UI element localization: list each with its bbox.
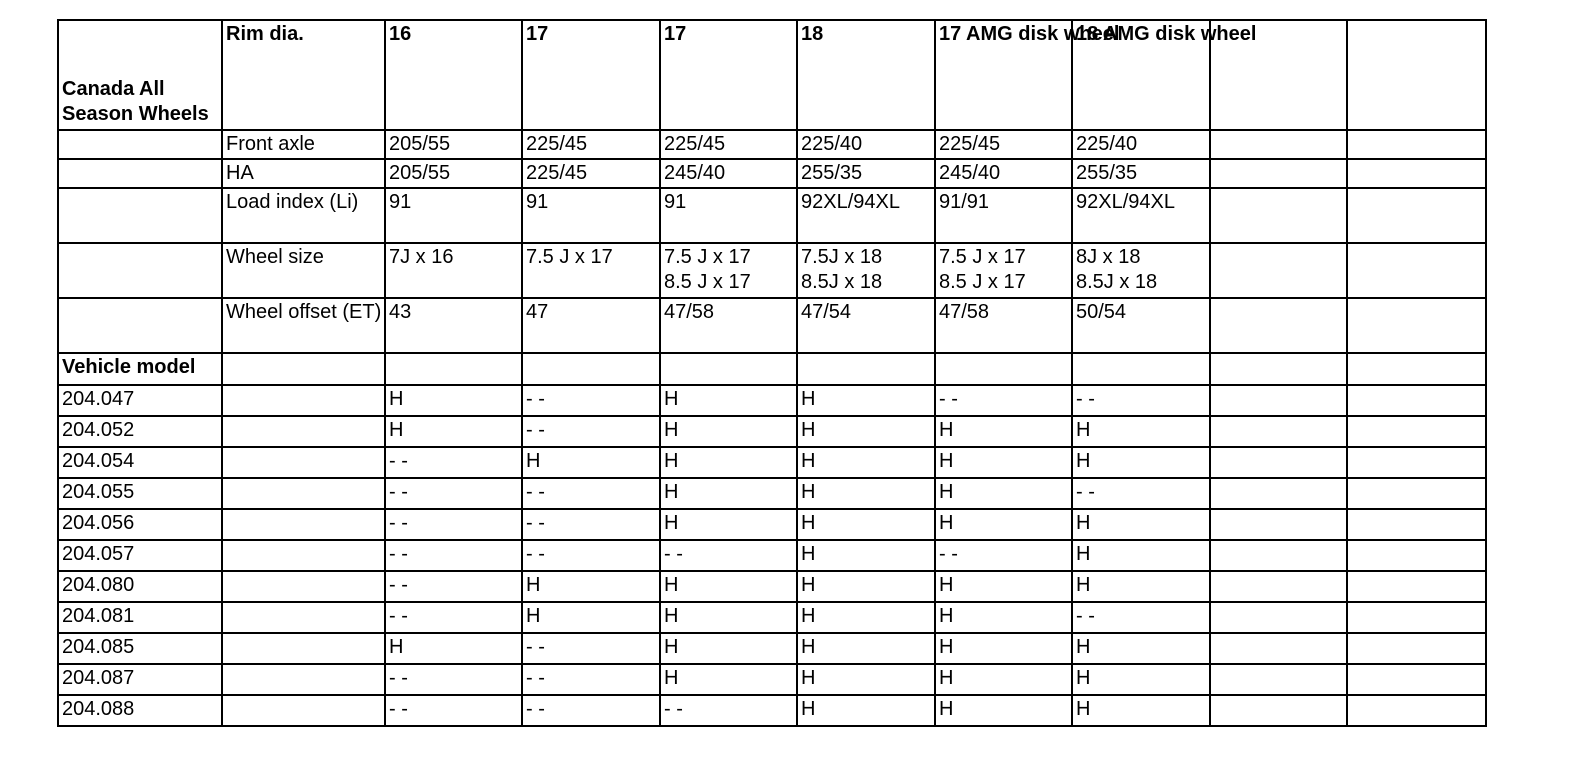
fitment-value: H: [935, 664, 1072, 695]
empty-cell: [58, 159, 222, 188]
fitment-value: H: [660, 602, 797, 633]
header-row: [58, 20, 1486, 130]
spec-value: [522, 243, 660, 298]
empty-cell: [222, 447, 385, 478]
fitment-value: H: [797, 540, 935, 571]
fitment-value: H: [385, 633, 522, 664]
fitment-value: H: [660, 385, 797, 416]
empty-cell: [58, 243, 222, 298]
spec-value-line: 91: [389, 191, 412, 213]
spec-value: [522, 298, 660, 353]
fitment-value: [1210, 633, 1347, 664]
table-row: [58, 416, 1486, 447]
fitment-value: H: [1072, 664, 1210, 695]
column-header: 16: [385, 20, 522, 130]
column-header: [1347, 20, 1486, 130]
empty-cell: [222, 385, 385, 416]
table-row: [58, 695, 1486, 726]
empty-cell: [1347, 353, 1486, 385]
column-header: 18 AMG disk wheel: [1072, 20, 1210, 130]
spec-value-line: 8.5 J x 17: [664, 271, 751, 293]
spec-value-line: 225/45: [526, 162, 588, 184]
fitment-value: [1347, 416, 1486, 447]
fitment-value: H: [1072, 695, 1210, 726]
fitment-value: H: [797, 478, 935, 509]
fitment-value: [1347, 447, 1486, 478]
model-code: 204.047: [58, 385, 222, 416]
spec-value-line: 7.5J x 18: [801, 246, 883, 268]
fitment-value: H: [797, 447, 935, 478]
spec-value: [522, 188, 660, 243]
spec-value-line: 205/55: [389, 133, 451, 155]
fitment-value: [1210, 509, 1347, 540]
spec-value-line: 8J x 18: [1076, 246, 1141, 268]
empty-cell: [522, 353, 660, 385]
fitment-value: [1347, 602, 1486, 633]
model-code: 204.056: [58, 509, 222, 540]
fitment-value: - -: [385, 540, 522, 571]
fitment-value: - -: [1072, 602, 1210, 633]
spec-value: [797, 243, 935, 298]
column-header: 17: [660, 20, 797, 130]
fitment-value: - -: [522, 478, 660, 509]
empty-cell: [797, 353, 935, 385]
fitment-value: H: [660, 664, 797, 695]
empty-cell: [58, 298, 222, 353]
spec-value-line: 225/45: [664, 133, 726, 155]
fitment-value: - -: [522, 416, 660, 447]
spec-value: [1210, 130, 1347, 159]
spec-value: [660, 298, 797, 353]
empty-cell: [660, 353, 797, 385]
empty-cell: [58, 188, 222, 243]
fitment-value: [1210, 478, 1347, 509]
spec-value: [660, 243, 797, 298]
spec-value-line: 47/54: [801, 301, 852, 323]
fitment-value: [1210, 385, 1347, 416]
fitment-value: H: [660, 633, 797, 664]
fitment-value: H: [1072, 447, 1210, 478]
column-header: 17 AMG disk wheel: [935, 20, 1072, 130]
table-row: [58, 540, 1486, 571]
empty-cell: [222, 478, 385, 509]
empty-cell: [935, 353, 1072, 385]
empty-cell: [222, 540, 385, 571]
fitment-value: H: [935, 695, 1072, 726]
spec-value-line: 47/58: [664, 301, 715, 323]
fitment-value: H: [935, 478, 1072, 509]
fitment-value: H: [1072, 540, 1210, 571]
spec-value: [385, 130, 522, 159]
spec-value: [1072, 159, 1210, 188]
table-row: [58, 571, 1486, 602]
spec-value: [385, 243, 522, 298]
spec-value: [935, 130, 1072, 159]
fitment-value: H: [660, 447, 797, 478]
model-code: 204.055: [58, 478, 222, 509]
spec-value: [1072, 130, 1210, 159]
fitment-value: - -: [385, 602, 522, 633]
fitment-value: H: [935, 416, 1072, 447]
spec-row: [58, 130, 1486, 159]
fitment-value: - -: [385, 509, 522, 540]
empty-cell: [58, 130, 222, 159]
empty-cell: [1210, 353, 1347, 385]
spec-value: [1210, 188, 1347, 243]
fitment-value: - -: [522, 509, 660, 540]
fitment-value: H: [1072, 416, 1210, 447]
spec-value-line: 7.5 J x 17: [939, 246, 1026, 268]
spec-value: [1072, 243, 1210, 298]
fitment-value: - -: [1072, 385, 1210, 416]
fitment-value: [1347, 540, 1486, 571]
fitment-value: - -: [385, 447, 522, 478]
spec-value: [1347, 130, 1486, 159]
rim-dia-label: Rim dia.: [222, 20, 385, 130]
fitment-value: [1210, 602, 1347, 633]
spec-value-line: 43: [389, 301, 412, 323]
spec-value-line: 7J x 16: [389, 246, 454, 268]
spec-value: [1347, 159, 1486, 188]
fitment-value: [1347, 571, 1486, 602]
fitment-value: - -: [522, 695, 660, 726]
empty-cell: [1072, 353, 1210, 385]
fitment-value: [1210, 695, 1347, 726]
fitment-value: H: [935, 571, 1072, 602]
spec-value: [522, 159, 660, 188]
fitment-value: - -: [660, 540, 797, 571]
spec-value-line: 245/40: [939, 162, 1001, 184]
spec-value: [797, 188, 935, 243]
spec-value-line: 8.5J x 18: [801, 271, 883, 293]
fitment-value: H: [797, 571, 935, 602]
spec-value-line: 225/40: [801, 133, 863, 155]
wheel-spec-table: [57, 19, 1487, 727]
fitment-value: H: [797, 664, 935, 695]
spec-value-line: 225/45: [526, 133, 588, 155]
fitment-value: H: [660, 478, 797, 509]
spec-value: [935, 188, 1072, 243]
fitment-value: - -: [522, 385, 660, 416]
spec-value-line: 8.5J x 18: [1076, 271, 1158, 293]
spec-value: [660, 188, 797, 243]
empty-cell: [222, 353, 385, 385]
table-row: [58, 633, 1486, 664]
fitment-value: - -: [522, 664, 660, 695]
column-header: 17: [522, 20, 660, 130]
spec-value-line: 225/40: [1076, 133, 1138, 155]
model-code: 204.088: [58, 695, 222, 726]
fitment-value: H: [797, 695, 935, 726]
fitment-value: - -: [385, 571, 522, 602]
spec-value: [1072, 298, 1210, 353]
spec-value-line: 205/55: [389, 162, 451, 184]
spec-value-line: 7.5 J x 17: [664, 246, 751, 268]
spec-value-line: 92XL/94XL: [801, 191, 900, 213]
fitment-value: [1347, 633, 1486, 664]
spec-value: [1072, 188, 1210, 243]
model-code: 204.057: [58, 540, 222, 571]
spec-value-line: 92XL/94XL: [1076, 191, 1175, 213]
fitment-value: H: [797, 602, 935, 633]
vehicle-model-row: [58, 353, 1486, 385]
table-row: [58, 447, 1486, 478]
spec-row: [58, 298, 1486, 353]
spec-label: Front axle: [222, 130, 385, 159]
fitment-value: H: [1072, 509, 1210, 540]
model-code: 204.052: [58, 416, 222, 447]
table-row: [58, 509, 1486, 540]
fitment-value: - -: [935, 540, 1072, 571]
spec-value-line: 91: [526, 191, 549, 213]
spec-label: Load index (Li): [222, 188, 385, 243]
model-code: 204.081: [58, 602, 222, 633]
fitment-value: [1347, 478, 1486, 509]
fitment-value: [1347, 509, 1486, 540]
fitment-value: H: [522, 447, 660, 478]
fitment-value: - -: [522, 633, 660, 664]
spec-value: [522, 130, 660, 159]
spec-value-line: 91: [664, 191, 687, 213]
spec-value: [797, 159, 935, 188]
fitment-value: [1210, 447, 1347, 478]
model-code: 204.054: [58, 447, 222, 478]
fitment-value: H: [935, 447, 1072, 478]
fitment-value: [1347, 695, 1486, 726]
fitment-value: H: [660, 416, 797, 447]
spec-value: [1210, 243, 1347, 298]
fitment-value: H: [797, 416, 935, 447]
spec-value-line: 255/35: [801, 162, 863, 184]
empty-cell: [222, 664, 385, 695]
spec-value-line: 50/54: [1076, 301, 1127, 323]
fitment-value: H: [935, 633, 1072, 664]
fitment-value: H: [1072, 571, 1210, 602]
fitment-value: - -: [385, 664, 522, 695]
spec-value-line: 8.5 J x 17: [939, 271, 1026, 293]
column-header: 18: [797, 20, 935, 130]
spec-value: [660, 130, 797, 159]
fitment-value: H: [797, 633, 935, 664]
spec-row: [58, 159, 1486, 188]
empty-cell: [222, 602, 385, 633]
fitment-value: H: [1072, 633, 1210, 664]
fitment-value: - -: [1072, 478, 1210, 509]
fitment-value: H: [797, 509, 935, 540]
spec-value: [797, 130, 935, 159]
spec-value-line: 7.5 J x 17: [526, 246, 613, 268]
fitment-value: [1347, 385, 1486, 416]
spec-label: Wheel size: [222, 243, 385, 298]
spec-value-line: 47: [526, 301, 549, 323]
empty-cell: [222, 633, 385, 664]
spec-row: [58, 188, 1486, 243]
empty-cell: [385, 353, 522, 385]
empty-cell: [222, 695, 385, 726]
spec-value: [935, 159, 1072, 188]
spec-value: [797, 298, 935, 353]
spec-value-line: 255/35: [1076, 162, 1138, 184]
spec-value-line: 47/58: [939, 301, 990, 323]
empty-cell: [222, 509, 385, 540]
fitment-value: [1210, 416, 1347, 447]
spec-value-line: 225/45: [939, 133, 1001, 155]
spec-value: [1347, 243, 1486, 298]
fitment-value: H: [385, 416, 522, 447]
fitment-value: [1210, 664, 1347, 695]
model-code: 204.087: [58, 664, 222, 695]
fitment-value: H: [660, 509, 797, 540]
fitment-value: H: [797, 385, 935, 416]
fitment-value: - -: [935, 385, 1072, 416]
fitment-value: [1347, 664, 1486, 695]
table-row: [58, 602, 1486, 633]
spec-label: HA: [222, 159, 385, 188]
table-row: [58, 664, 1486, 695]
fitment-value: [1210, 540, 1347, 571]
spec-value: [385, 159, 522, 188]
spec-value: [1210, 159, 1347, 188]
table-row: [58, 478, 1486, 509]
fitment-value: H: [522, 571, 660, 602]
fitment-value: - -: [385, 478, 522, 509]
empty-cell: [222, 416, 385, 447]
fitment-value: H: [935, 509, 1072, 540]
empty-cell: [222, 571, 385, 602]
spec-value: [385, 298, 522, 353]
spec-value: [1210, 298, 1347, 353]
table-row: [58, 385, 1486, 416]
fitment-value: - -: [385, 695, 522, 726]
fitment-value: H: [935, 602, 1072, 633]
spec-value: [1347, 298, 1486, 353]
spec-label: Wheel offset (ET): [222, 298, 385, 353]
spec-value-line: 245/40: [664, 162, 726, 184]
spec-value: [660, 159, 797, 188]
spec-value: [935, 243, 1072, 298]
fitment-value: H: [385, 385, 522, 416]
spec-value-line: 91/91: [939, 191, 990, 213]
fitment-value: - -: [660, 695, 797, 726]
spec-value: [385, 188, 522, 243]
vehicle-model-label: Vehicle model: [58, 353, 222, 385]
spec-row: [58, 243, 1486, 298]
table-title: Canada All Season Wheels: [58, 20, 222, 130]
spec-value: [935, 298, 1072, 353]
fitment-value: H: [660, 571, 797, 602]
model-code: 204.080: [58, 571, 222, 602]
fitment-value: [1210, 571, 1347, 602]
fitment-value: H: [522, 602, 660, 633]
model-code: 204.085: [58, 633, 222, 664]
spec-value: [1347, 188, 1486, 243]
fitment-value: - -: [522, 540, 660, 571]
